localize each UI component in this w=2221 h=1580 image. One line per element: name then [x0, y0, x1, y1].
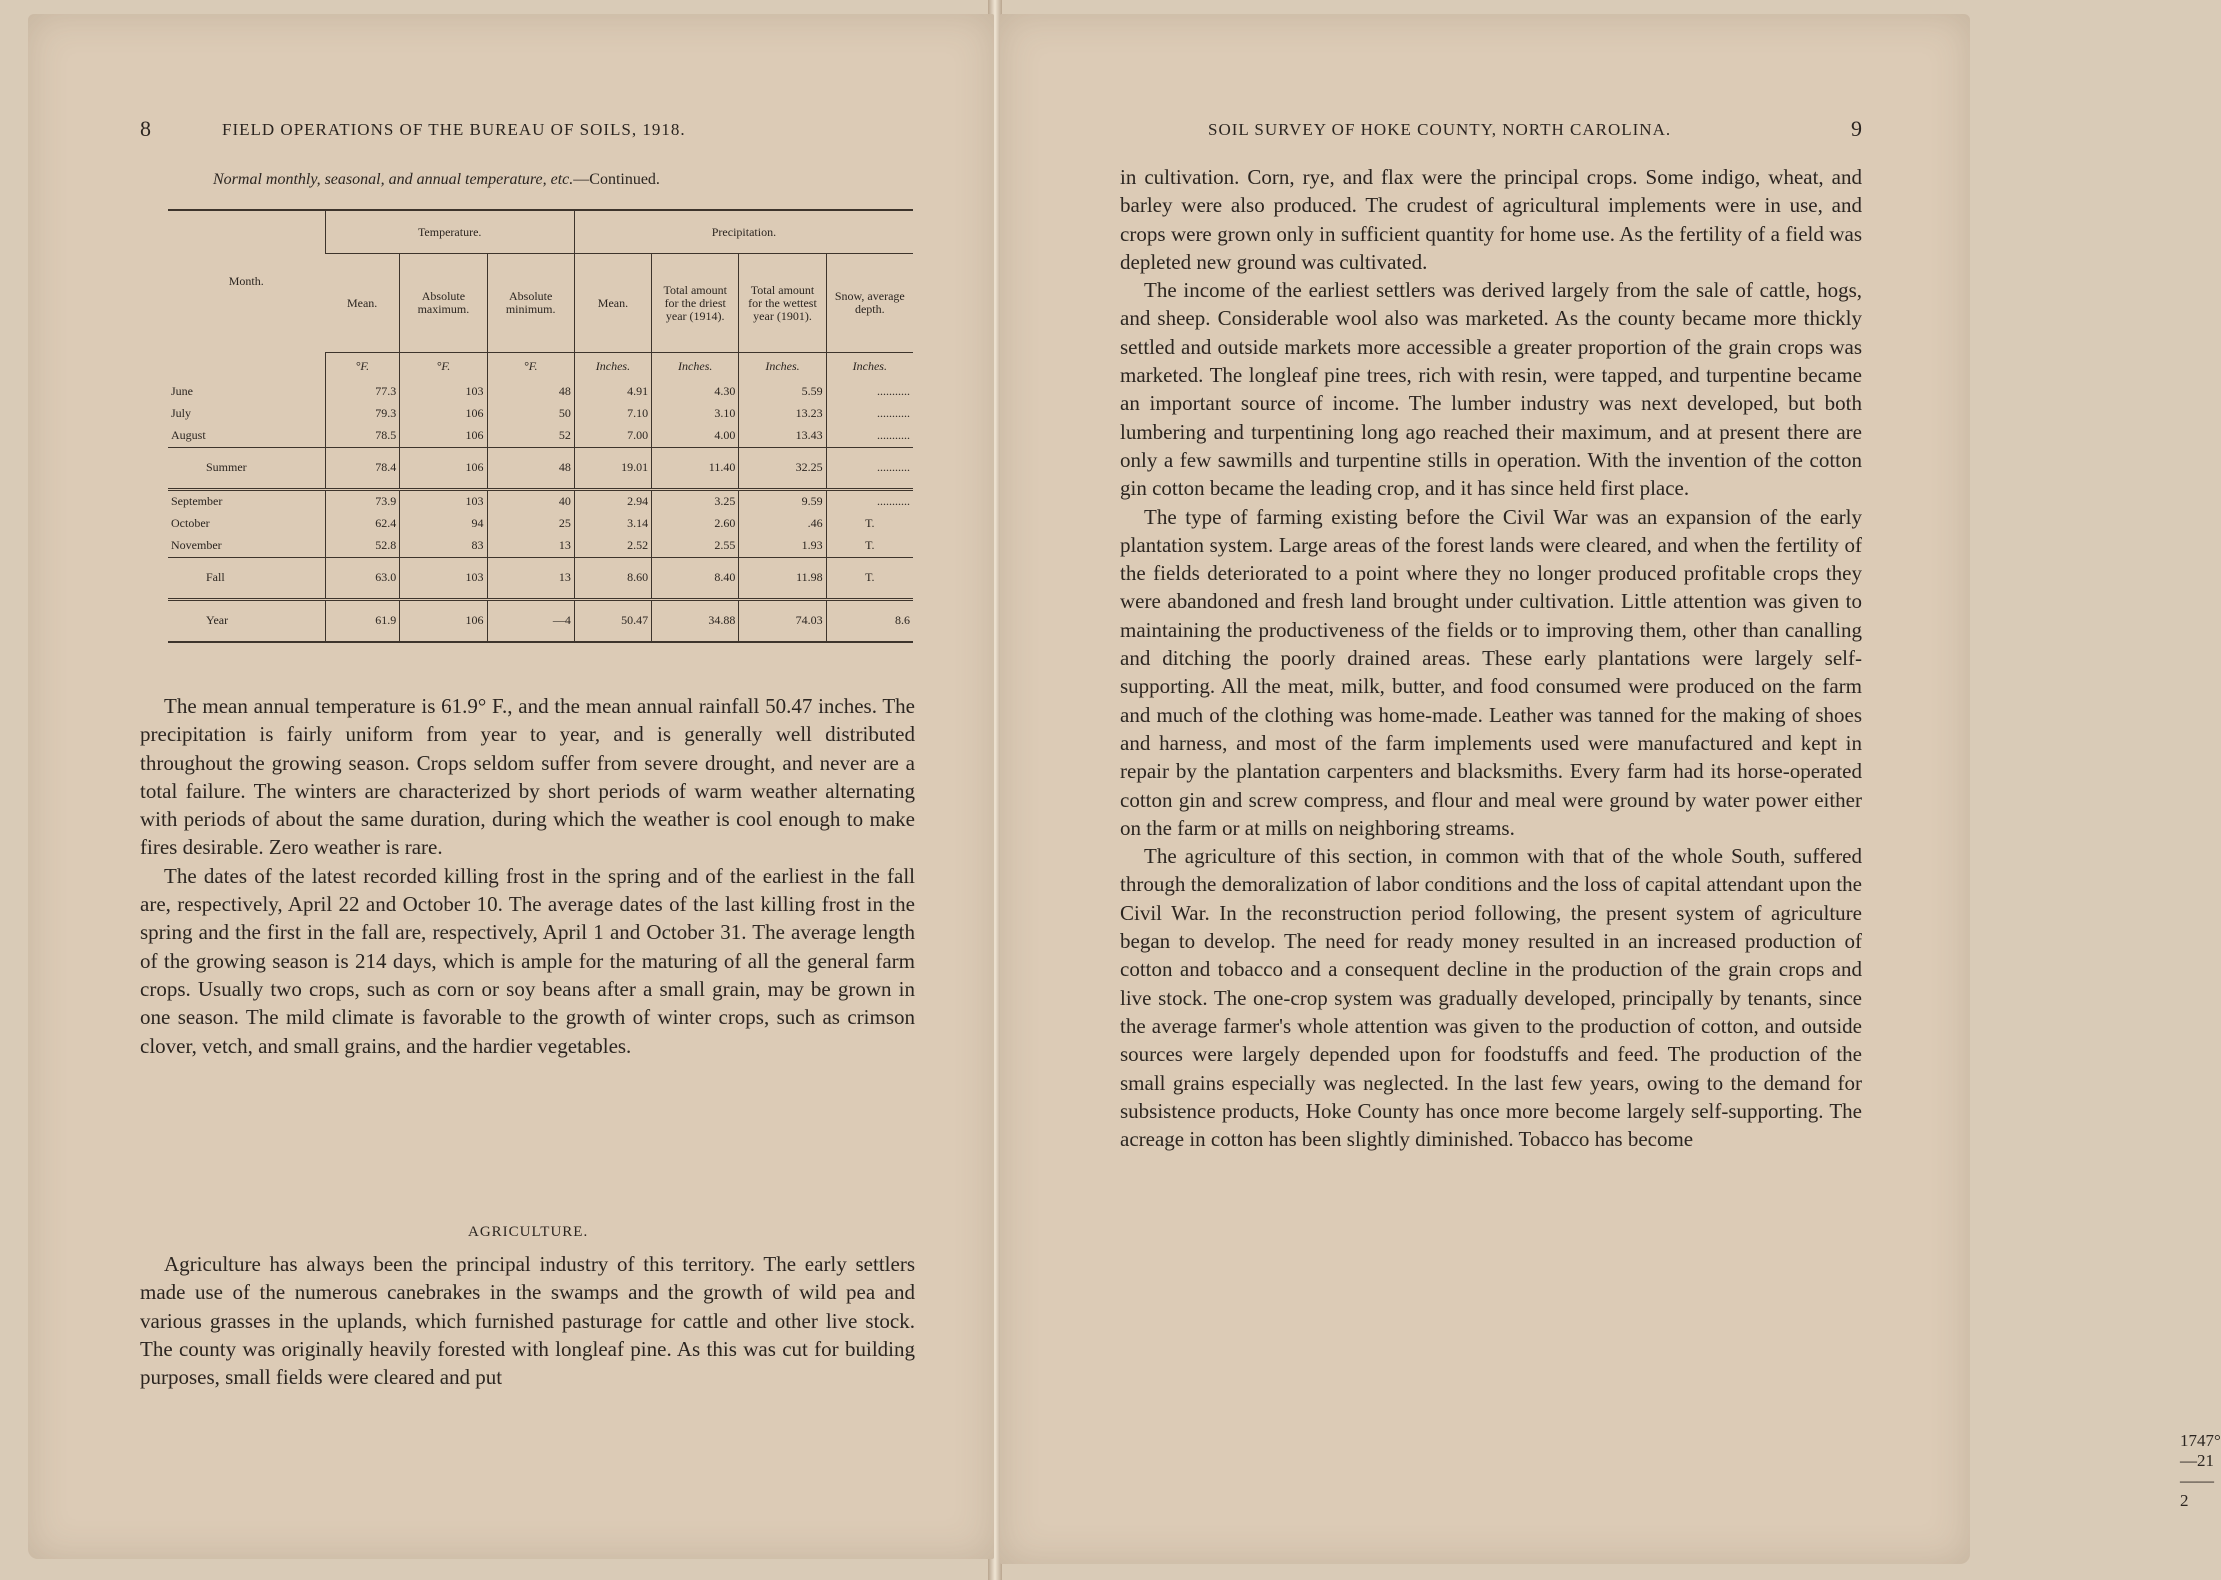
table-cell: T. — [826, 513, 913, 535]
unit-cell: °F. — [487, 353, 574, 381]
table-cell: 50 — [487, 403, 574, 425]
table-cell: 73.9 — [325, 489, 400, 513]
right-page-number: 9 — [1851, 116, 1863, 141]
unit-cell: °F. — [400, 353, 487, 381]
paragraph: Agriculture has always been the principal industry of this territory. The early settlers made use of the numerous canebrakes in the swamps and the growth of wild pea and various grasses in the uplands, which furnished pasturage for cattle and other live stock. The county was originally heavily forested with longleaf pine. As this was cut for building purposes, small fields were cleared and put — [140, 1252, 915, 1390]
table-cell: 3.25 — [652, 489, 739, 513]
table-cell: 106 — [400, 447, 487, 489]
row-label: October — [171, 516, 210, 530]
table-cell: 52.8 — [325, 535, 400, 558]
group-precipitation-header: Precipitation. — [574, 210, 913, 254]
table-row-summary — [168, 447, 913, 489]
right-page — [1000, 14, 2221, 1564]
row-label: June — [171, 384, 193, 398]
table-cell: 63.0 — [325, 557, 400, 599]
table-cell: .46 — [739, 513, 826, 535]
table-cell: 13.23 — [739, 403, 826, 425]
table-row-summary — [168, 557, 913, 599]
table-cell: —4 — [487, 599, 574, 642]
table-cell: 2.94 — [574, 489, 651, 513]
header-precip-mean: Mean. — [574, 254, 651, 353]
table-cell: 25 — [487, 513, 574, 535]
table-row — [168, 535, 913, 558]
table-cell: 9.59 — [739, 489, 826, 513]
table-cell: 83 — [400, 535, 487, 558]
table-cell: 61.9 — [325, 599, 400, 642]
table-cell: 94 — [400, 513, 487, 535]
table-cell: 4.30 — [652, 381, 739, 403]
table-cell: 8.60 — [574, 557, 651, 599]
left-page — [28, 14, 994, 1559]
units-row — [168, 353, 913, 381]
header-temp-mean: Mean. — [325, 254, 400, 353]
table-cell: 11.98 — [739, 557, 826, 599]
table-cell: 1.93 — [739, 535, 826, 558]
table-cell: 11.40 — [652, 447, 739, 489]
table-cell: 77.3 — [325, 381, 400, 403]
table-cell: 4.00 — [652, 425, 739, 448]
table-cell: 48 — [487, 381, 574, 403]
table-cell: 103 — [400, 489, 487, 513]
unit-cell: Inches. — [574, 353, 651, 381]
row-label: July — [171, 406, 192, 420]
table-cell: 8.6 — [826, 599, 913, 642]
table-cell: 50.47 — [574, 599, 651, 642]
row-label: August — [171, 428, 206, 442]
table-cell: 103 — [400, 557, 487, 599]
table-cell: 2.52 — [574, 535, 651, 558]
agriculture-text — [140, 1250, 915, 1391]
paragraph: The type of farming existing before the Civil War was an expansion of the early plantation system. Large areas of the forest lands were cleared, and when the fertility of the fields deteriorated to a point where they no longer produced profitable crops they were abandoned and fresh land brought under cultivation. Little attention was given to maintaining the productiveness of the fields or to improving them, other than canalling and ditching the poorly drained areas. These early plantations were largely self-supporting. All the meat, milk, butter, and food consumed were produced on the farm and much of the clothing was home-made. Leather was tanned for the making of shoes and harness, and most of the farm implements used were manufactured and kept in repair by the plantation carpenters and blacksmiths. Every farm had its horse-operated cotton gin and screw compress, and flour and meal were ground by water power either on the farm or at mills on neighboring streams. — [1120, 504, 1862, 840]
table-cell: 79.3 — [325, 403, 400, 425]
row-label: Fall — [168, 557, 325, 599]
row-label: Year — [168, 599, 325, 642]
paragraph: The agriculture of this section, in common with that of the whole South, suffered through the demoralization of labor conditions and the loss of capital attendant upon the Civil War. In the reconstruction period following, the present system of agriculture began to develop. The need for ready money resulted in an increased production of cotton and tobacco and a consequent decline in the production of the grain crops and live stock. The one-crop system was gradually developed, principally by tenants, since the average farmer's whole attention was given to the production of cotton, and outside sources were largely depended upon for foodstuffs and feed. The production of the small grains especially was neglected. In the last few years, owing to the demand for subsistence products, Hoke County has once more become largely self-supporting. The acreage in cotton has been slightly diminished. Tobacco has become — [1120, 844, 1862, 1152]
table-caption-text: Normal monthly, seasonal, and annual temperature, etc. — [213, 171, 574, 188]
row-label: Summer — [168, 447, 325, 489]
table-cell: 8.40 — [652, 557, 739, 599]
table-cell: 3.10 — [652, 403, 739, 425]
table-cell: 40 — [487, 489, 574, 513]
signature-mark: 1747°—21——2 — [2180, 1431, 2221, 1510]
table-cell: 7.00 — [574, 425, 651, 448]
paragraph-continued: in cultivation. Corn, rye, and flax were the principal crops. Some indigo, wheat, and barley were also produced. The crudest of agricultural implements were in use, and crops were grown only in sufficient quantity for home use. As the fertility of a field was depleted new ground was cultivated. — [1120, 165, 1862, 274]
table-cell: T. — [826, 557, 913, 599]
table-cell: 2.60 — [652, 513, 739, 535]
right-running-head-text: SOIL SURVEY OF HOKE COUNTY, NORTH CAROLINA. — [1208, 120, 1672, 139]
table-cell: 5.59 — [739, 381, 826, 403]
table-row — [168, 425, 913, 448]
table-cell: ........... — [826, 381, 913, 403]
table-cell: 19.01 — [574, 447, 651, 489]
header-abs-min: Absolute minimum. — [487, 254, 574, 353]
row-label: November — [171, 538, 222, 552]
group-temperature-header: Temperature. — [325, 210, 574, 254]
unit-cell: °F. — [325, 353, 400, 381]
header-driest-year: Total amount for the driest year (1914). — [652, 254, 739, 353]
right-body-text — [1120, 163, 1862, 1153]
table-cell: 13 — [487, 557, 574, 599]
table-cell: 13 — [487, 535, 574, 558]
left-page-number: 8 — [140, 116, 152, 141]
table-cell: 62.4 — [325, 513, 400, 535]
table-cell: 103 — [400, 381, 487, 403]
table-caption — [213, 171, 660, 189]
table-row — [168, 403, 913, 425]
table-cell: 78.4 — [325, 447, 400, 489]
col-month-header: Month. — [168, 210, 325, 353]
table-cell: 74.03 — [739, 599, 826, 642]
header-snow: Snow, average depth. — [826, 254, 913, 353]
table-row — [168, 513, 913, 535]
header-wettest-year: Total amount for the wettest year (1901). — [739, 254, 826, 353]
table-cell: 7.10 — [574, 403, 651, 425]
table-cell: 13.43 — [739, 425, 826, 448]
table-cell: 106 — [400, 425, 487, 448]
unit-cell: Inches. — [652, 353, 739, 381]
temperature-table — [168, 209, 913, 643]
unit-cell: Inches. — [739, 353, 826, 381]
table-cell: 106 — [400, 403, 487, 425]
table-cell: ........... — [826, 447, 913, 489]
table-caption-suffix: —Continued. — [573, 171, 660, 188]
table-cell: T. — [826, 535, 913, 558]
paragraph: The income of the earliest settlers was derived largely from the sale of cattle, hogs, and sheep. Considerable wool also was marketed. As the county became more thickly settled and outside markets more accessible a greater proportion of the grain crops was marketed. The longleaf pine trees, rich with resin, were tapped, and turpentine became an important source of income. The lumber industry was next developed, but both lumbering and turpentining long ago reached their maximum, and at present there are only a few sawmills and turpentine stills in operation. With the invention of the cotton gin cotton became the leading crop, and it has since held first place. — [1120, 278, 1862, 501]
table-cell: 32.25 — [739, 447, 826, 489]
left-running-head-text: FIELD OPERATIONS OF THE BUREAU OF SOILS, 1918. — [222, 120, 686, 139]
table-row-annual — [168, 599, 913, 642]
table-row — [168, 381, 913, 403]
table-cell: 3.14 — [574, 513, 651, 535]
section-heading: AGRICULTURE. — [468, 1224, 589, 1240]
table-cell: 34.88 — [652, 599, 739, 642]
unit-cell: Inches. — [826, 353, 913, 381]
paragraph: The dates of the latest recorded killing frost in the spring and of the earliest in the fall are, respectively, April 22 and October 10. The average dates of the last killing frost in the spring and the first in the fall are, respectively, April 1 and October 31. The average length of the growing season is 214 days, which is ample for the maturing of all the general farm crops. Usually two crops, such as corn or soy beans after a small grain, may be grown in one season. The mild climate is favorable to the growth of winter crops, such as crimson clover, vetch, and small grains, and the hardier vegetables. — [140, 863, 915, 1058]
table-cell: ........... — [826, 403, 913, 425]
row-label: September — [171, 494, 223, 508]
table-cell: 48 — [487, 447, 574, 489]
table-cell: 4.91 — [574, 381, 651, 403]
table-cell: ........... — [826, 489, 913, 513]
table-cell: 2.55 — [652, 535, 739, 558]
header-abs-max: Absolute maximum. — [400, 254, 487, 353]
climate-text — [140, 692, 915, 1060]
table-cell: ........... — [826, 425, 913, 448]
table-cell: 78.5 — [325, 425, 400, 448]
paragraph: The mean annual temperature is 61.9° F., and the mean annual rainfall 50.47 inches. The precipitation is fairly uniform from year to year, and is generally well distributed throughout the growing season. Crops seldom suffer from severe drought, and never are a total failure. The winters are characterized by short periods of warm weather alternating with periods of about the same duration, during which the weather is cool enough to make fires desirable. Zero weather is rare. — [140, 694, 915, 860]
table-cell: 106 — [400, 599, 487, 642]
table-row — [168, 489, 913, 513]
table-cell: 52 — [487, 425, 574, 448]
